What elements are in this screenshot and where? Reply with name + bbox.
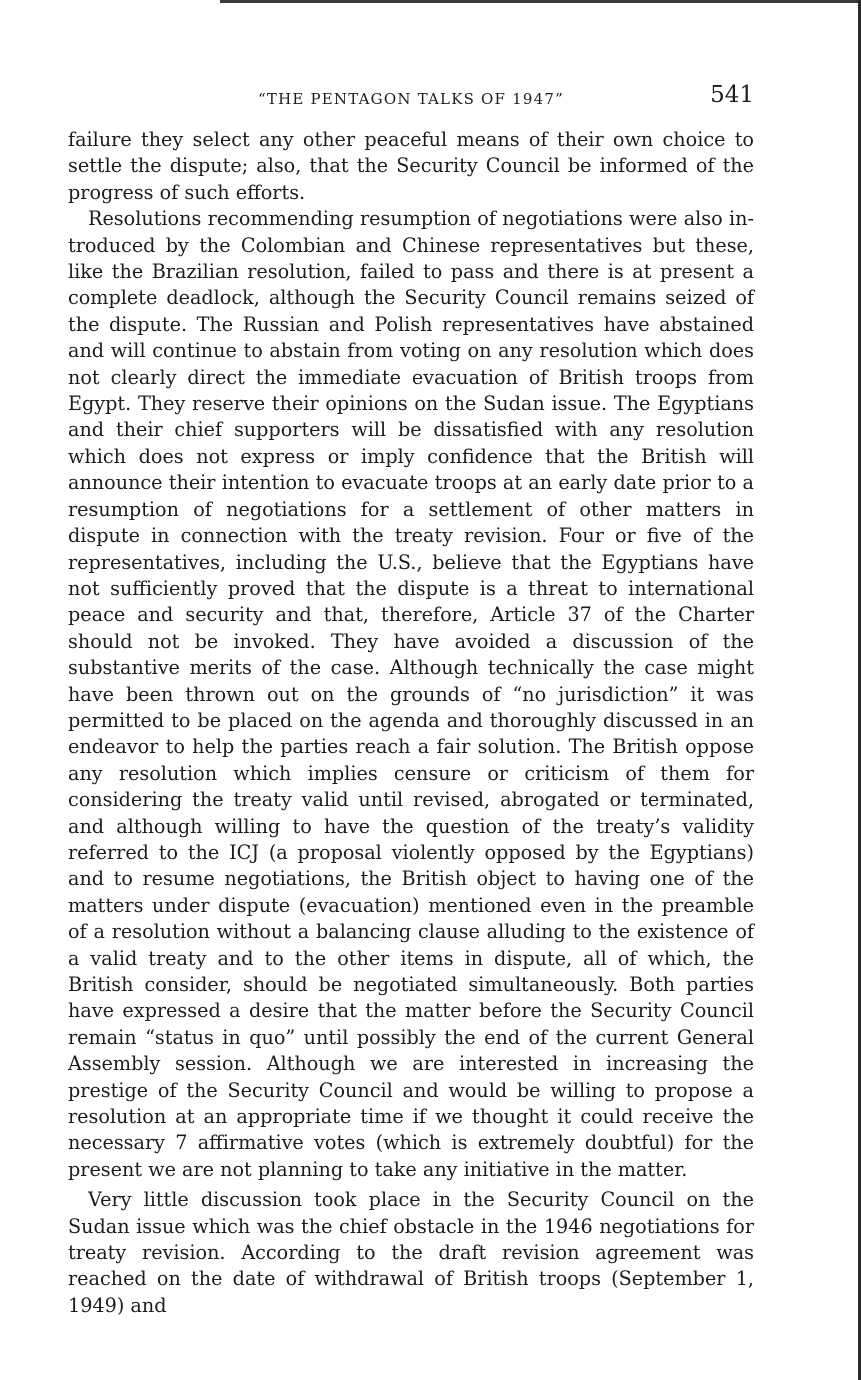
- top-rule: [220, 0, 861, 3]
- page-header: [68, 82, 754, 114]
- running-head: “THE PENTAGON TALKS OF 1947”: [258, 90, 564, 108]
- paragraph-continued: failure they select any other peaceful means of their own choice to settle the dispute; also, that the Security Council be informed of the progress of such efforts.: [68, 128, 754, 204]
- body-text: [68, 127, 754, 1319]
- paragraph-sudan-issue: Very little discussion took place in the Security Council on the Sudan issue which was the chief obstacle in the 1946 negotiations for treaty revision. According to the draft revision agreement was reached on the date of withdrawal of British troops (September 1, 1949) and: [68, 1188, 754, 1317]
- paragraph-resolutions: Resolutions recommending resumption of negotiations were also introduced by the Colombian and Chinese representatives but these, like the Brazilian resolution, failed to pass and there is at present a complete deadlock, although the Security Council remains seized of the dispute. The Russian and Polish representatives have abstained and will continue to abstain from voting on any resolution which does not clearly direct the immediate evacuation of British troops from Egypt. They reserve their opinions on the Sudan issue. The Egyptians and their chief supporters will be dissatisfied with any resolution which does not express or imply confidence that the British will announce their intention to evacuate troops at an early date prior to a resumption of negotiations for a settlement of other matters in dispute in connection with the treaty revision. Four or five of the representatives, including the U.S., believe that the Egyptians have not sufficiently proved that the dispute is a threat to international peace and security and that, therefore, Article 37 of the Charter should not be invoked. They have avoided a discussion of the substantive merits of the case. Although technically the case might have been thrown out on the grounds of “no jurisdiction” it was permitted to be placed on the agenda and thoroughly discussed in an endeavor to help the parties reach a fair solution. The British oppose any resolution which implies censure or criticism of them for considering the treaty valid until revised, abrogated or terminated, and although willing to have the question of the treaty’s validity referred to the ICJ (a proposal violently opposed by the Egyptians) and to resume negotiations, the British object to having one of the matters under dispute (evacuation) mentioned even in the preamble of a resolution without a balancing clause alluding to the existence of a valid treaty and to the other items in dispute, all of which, the British consider, should be negotiated simultaneously. Both parties have expressed a desire that the matter before the Security Council remain “status in quo” until possibly the end of the current General Assembly session. Although we are interested in increasing the prestige of the Security Council and would be willing to propose a resolution at an appropriate time if we thought it could receive the necessary 7 affirmative votes (which is extremely doubtful) for the present we are not planning to take any initiative in the matter.: [68, 207, 754, 1181]
- page-number: 541: [710, 82, 754, 108]
